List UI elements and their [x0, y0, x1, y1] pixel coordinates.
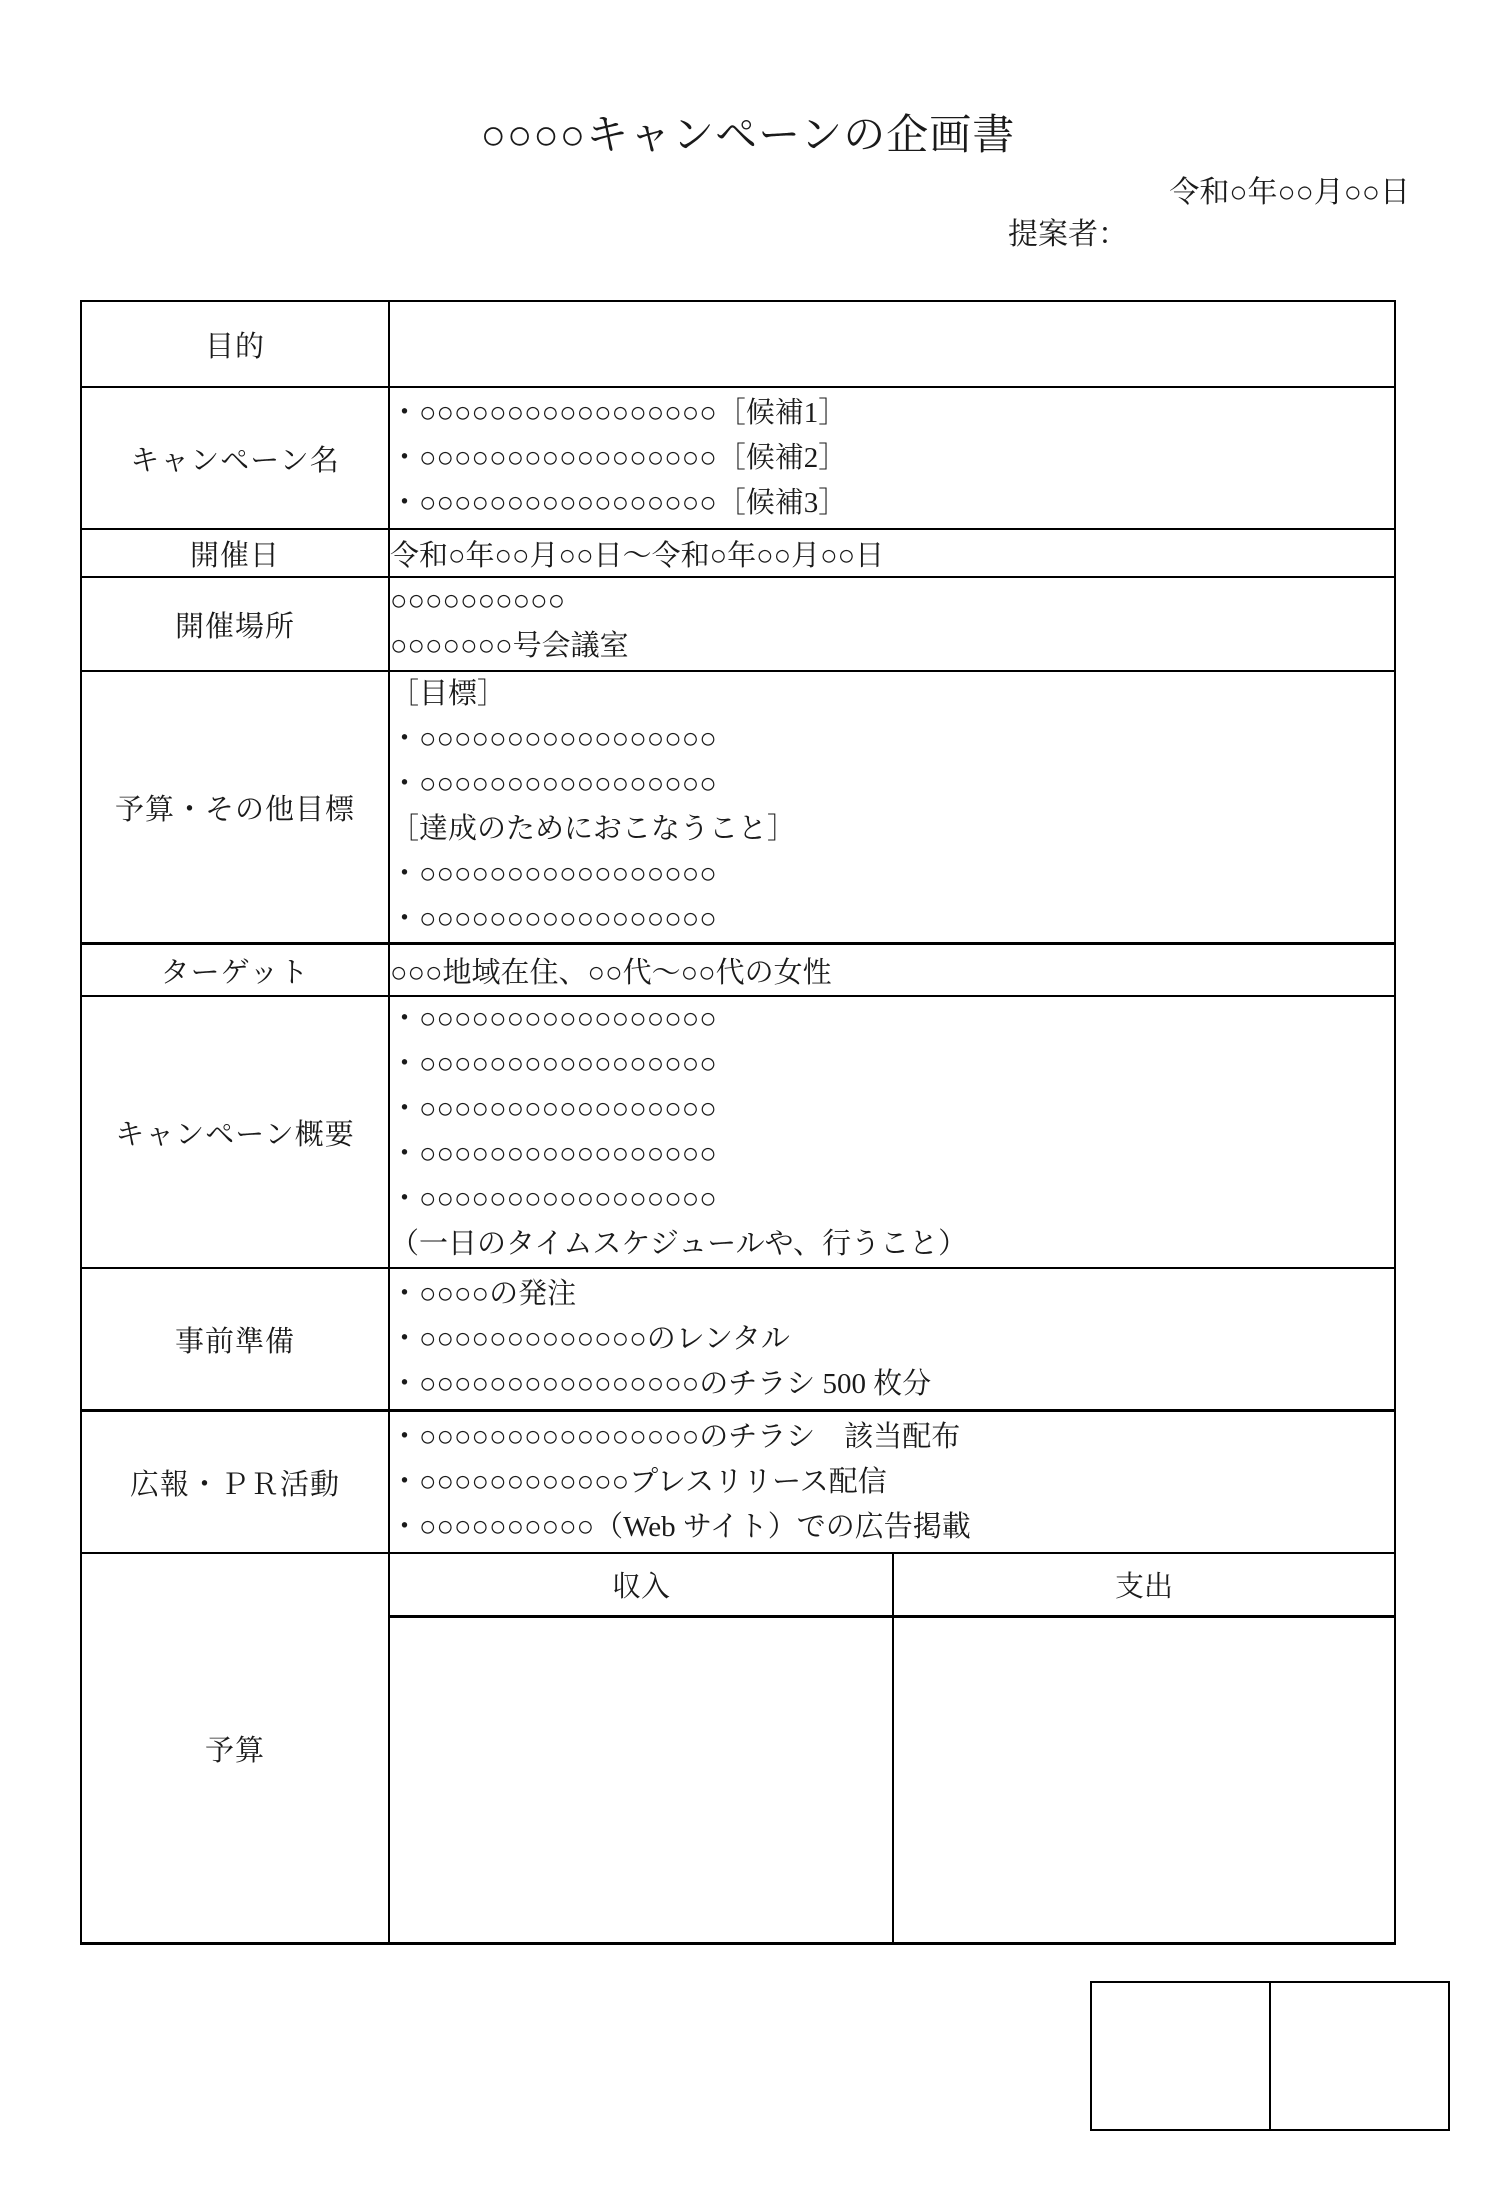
overview-line: ・○○○○○○○○○○○○○○○○○	[390, 1003, 717, 1035]
table-row-budget	[81, 1553, 1395, 1944]
pr-line: ・○○○○○○○○○○（Web サイト）での広告掲載	[390, 1510, 971, 1543]
budget-expense-header: 支出	[892, 1554, 1394, 1618]
campaign-name-line: ・○○○○○○○○○○○○○○○○○［候補1］	[390, 396, 848, 429]
overview-line: （一日のタイムスケジュールや、行うこと）	[390, 1228, 968, 1260]
pr-line: ・○○○○○○○○○○○○プレスリリース配信	[390, 1465, 887, 1498]
row-label-budget-goals: 予算・その他目標	[81, 671, 389, 944]
row-content-purpose	[389, 301, 1395, 387]
proposer-label: 提案者：	[1008, 218, 1128, 251]
budget-goals-line: ・○○○○○○○○○○○○○○○○○	[390, 768, 717, 800]
preparation-line: ・○○○○○○○○○○○○○○○○のチラシ 500 枚分	[390, 1367, 932, 1400]
row-content-event-date: 令和○年○○月○○日～令和○年○○月○○日	[389, 529, 1395, 577]
row-label-budget: 予算	[81, 1553, 389, 1944]
row-label-campaign-name: キャンペーン名	[81, 387, 389, 529]
table-row-purpose	[81, 301, 1395, 387]
budget-goals-line: ・○○○○○○○○○○○○○○○○○	[390, 723, 717, 755]
row-content-target: ○○○地域在住、○○代～○○代の女性	[389, 944, 1395, 997]
preparation-line: ・○○○○○○○○○○○○○のレンタル	[390, 1322, 790, 1355]
overview-line: ・○○○○○○○○○○○○○○○○○	[390, 1183, 717, 1215]
table-row-budget-goals	[81, 671, 1395, 944]
row-label-preparation: 事前準備	[81, 1268, 389, 1411]
row-content-budget-goals	[389, 671, 1395, 944]
approval-stamp-cell-1	[1092, 1983, 1269, 2129]
row-content-venue	[389, 577, 1395, 671]
budget-income-header: 収入	[390, 1554, 892, 1618]
row-content-campaign-name	[389, 387, 1395, 529]
budget-goals-line: ［目標］	[390, 678, 507, 710]
row-content-preparation	[389, 1268, 1395, 1411]
overview-line: ・○○○○○○○○○○○○○○○○○	[390, 1048, 717, 1080]
table-row-event-date	[81, 529, 1395, 577]
table-row-venue	[81, 577, 1395, 671]
budget-goals-line: ・○○○○○○○○○○○○○○○○○	[390, 903, 717, 935]
approval-stamp-cell-2	[1269, 1983, 1448, 2129]
row-label-purpose: 目的	[81, 301, 389, 387]
approval-stamp-box	[1090, 1981, 1450, 2131]
document-title: ○○○○キャンペーンの企画書	[480, 113, 1016, 159]
row-content-overview	[389, 996, 1395, 1268]
venue-line: ○○○○○○○○○○	[390, 585, 566, 617]
budget-expense-area	[892, 1618, 1394, 1942]
campaign-name-line: ・○○○○○○○○○○○○○○○○○［候補3］	[390, 486, 848, 519]
proposal-table	[80, 300, 1396, 1945]
pr-line: ・○○○○○○○○○○○○○○○○のチラシ 該当配布	[390, 1420, 961, 1453]
budget-goals-line: ［達成のためにおこなうこと］	[390, 813, 797, 845]
table-row-preparation	[81, 1268, 1395, 1411]
budget-subtable	[390, 1554, 1394, 1942]
preparation-line: ・○○○○の発注	[390, 1277, 577, 1310]
campaign-name-line: ・○○○○○○○○○○○○○○○○○［候補2］	[390, 441, 848, 474]
budget-income-area	[390, 1618, 892, 1942]
table-row-pr	[81, 1411, 1395, 1554]
row-label-pr: 広報・ＰＲ活動	[81, 1411, 389, 1554]
table-row-overview	[81, 996, 1395, 1268]
row-content-pr	[389, 1411, 1395, 1554]
row-label-venue: 開催場所	[81, 577, 389, 671]
venue-line: ○○○○○○○号会議室	[390, 630, 629, 662]
table-row-campaign-name	[81, 387, 1395, 529]
document-date: 令和○年○○月○○日	[1169, 176, 1410, 209]
row-label-overview: キャンペーン概要	[81, 996, 389, 1268]
row-content-budget	[389, 1553, 1395, 1944]
row-label-event-date: 開催日	[81, 529, 389, 577]
overview-line: ・○○○○○○○○○○○○○○○○○	[390, 1093, 717, 1125]
overview-line: ・○○○○○○○○○○○○○○○○○	[390, 1138, 717, 1170]
table-row-target	[81, 944, 1395, 997]
row-label-target: ターゲット	[81, 944, 389, 997]
budget-goals-line: ・○○○○○○○○○○○○○○○○○	[390, 858, 717, 890]
